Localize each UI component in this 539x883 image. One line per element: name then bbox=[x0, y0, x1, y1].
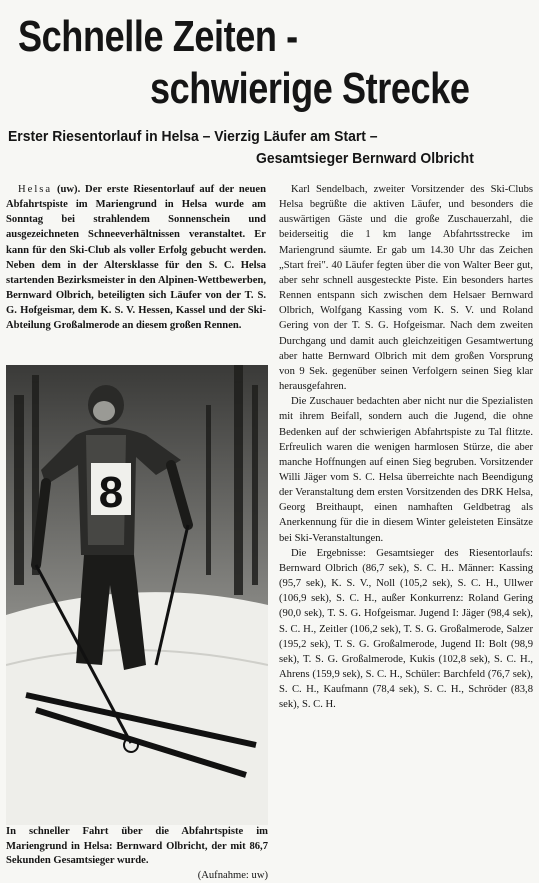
photo-credit: (Aufnahme: uw) bbox=[6, 869, 268, 883]
lead-paragraph bbox=[6, 182, 266, 334]
caption-text: In schneller Fahrt über die Abfahrtspiste im Mariengrund in Helsa: Bernward Olbricht, der mit 86,7 Sekunden Gesamtsieger wurde. bbox=[6, 826, 268, 866]
skier-photo bbox=[6, 365, 268, 825]
paragraph-welcome: Karl Sendelbach, zweiter Vorsitzender des Ski-Clubs Helsa begrüßte die aktiven Läufer, und besonders die auswärtigen Gäste und die große Zuschauerzahl, die beiderseitig die 1 km lange Abfahrtsstrecke im Mariengrund säumte. Er gab um 14.30 Uhr das Zeichen „Start frei". 40 Läufer fegten über die von Walter Beer gut, aber sehr schnell ausgesteckte Piste. Ein besonders hartes Rennen entspann sich zwischen dem Helsaer Bernward Olbrich, Wolfgang Kassing vom K. S. V. und Roland Gering von der T. S. G. Hofgeismar. Nach dem zweiten Durchgang und damit auch gleichzeitigen Gesamtwertung aber hatte Bernward Olbrich mit dem großen Vorsprung von 9 Sek. gegenüber seinen Verfolgern seinen Sieg klar herausgefahren. bbox=[279, 182, 533, 394]
subheadline-line-1: Erster Riesentorlauf in Helsa – Vierzig Läufer am Start – bbox=[8, 126, 378, 148]
photo-caption bbox=[6, 825, 268, 883]
lead-text: (uw). Der erste Riesentorlauf auf der neuen Abfahrtspiste im Mariengrund in Helsa wurde am Sonntag bei strahlendem Sonnenschein und ausgezeichneten Schneeverhältnissen veranstaltet. Er kann für den Ski-Club als voller Erfolg gebucht werden. Neben dem in der Altersklasse für den S. C. Helsa startenden Bezirksmeister in den Alpinen-Wettbewerben, Bernward Olbrich, beteiligten sich Läufer von der T. S. G. Hofgeismar, dem K. S. V. Hessen, Kassel und der Ski-Abteilung Großalmerode an diesem großen Rennen. bbox=[6, 184, 266, 331]
right-column bbox=[279, 182, 533, 712]
left-column bbox=[6, 182, 266, 334]
headline-line-2: schwierige Strecke bbox=[150, 66, 470, 112]
headline-line-1: Schnelle Zeiten - bbox=[18, 14, 298, 60]
paragraph-results: Die Ergebnisse: Gesamtsieger des Riesentorlaufs: Bernward Olbrich (86,7 sek), S. C. H.. Männer: Kassing (95,7 sek), K. S. V., Noll (105,2 sek), S. C. H., Ullwer (106,9 sek), S. C. H., außer Konkurrenz: Roland Gering (90,0 sek), T. S. G. Hofgeismar. Jugend I: Jäger (98,4 sek), S. C. H., Zeitler (106,2 sek), T. S. G. Großalmerode, Salzer (195,2 sek), T. S. G. Großalmerode, Jugend II: Bolt (98,9 sek), T. S. G. Großalmerode, Kukis (102,8 sek), S. C. H., Ahrens (159,9 sek), S. C. H., Schüler: Barchfeld (76,7 sek), S. C. H., Kaufmann (78,4 sek), S. C. H., Schröder (83,8 sek), S. C. H. bbox=[279, 546, 533, 713]
paragraph-spectators: Die Zuschauer bedachten aber nicht nur die Spezialisten mit ihrem Beifall, sondern auch die Jugend, die ohne Bedenken auf der schwierigen Abfahrtspiste zu Tal flitzte. Erfreulich waren die wenigen harmlosen Stürze, die aber manche Hoffnungen auf einen Sieg begruben. Vorsitzender Willi Jäger vom S. C. Helsa überreichte nach Beendigung der Veranstaltung dem ersten Vorsitzenden des DRK Helsa, Georg Breithaupt, einen namhaften Geldbetrag als Anerkennung für die in diesem Winter geleisteten Einsätze bei Ski-Veranstaltungen. bbox=[279, 394, 533, 546]
subheadline-line-2: Gesamtsieger Bernward Olbricht bbox=[256, 148, 474, 170]
bib-number: 8 bbox=[99, 468, 123, 517]
dateline: Helsa bbox=[18, 184, 52, 195]
skier-illustration bbox=[6, 365, 268, 825]
